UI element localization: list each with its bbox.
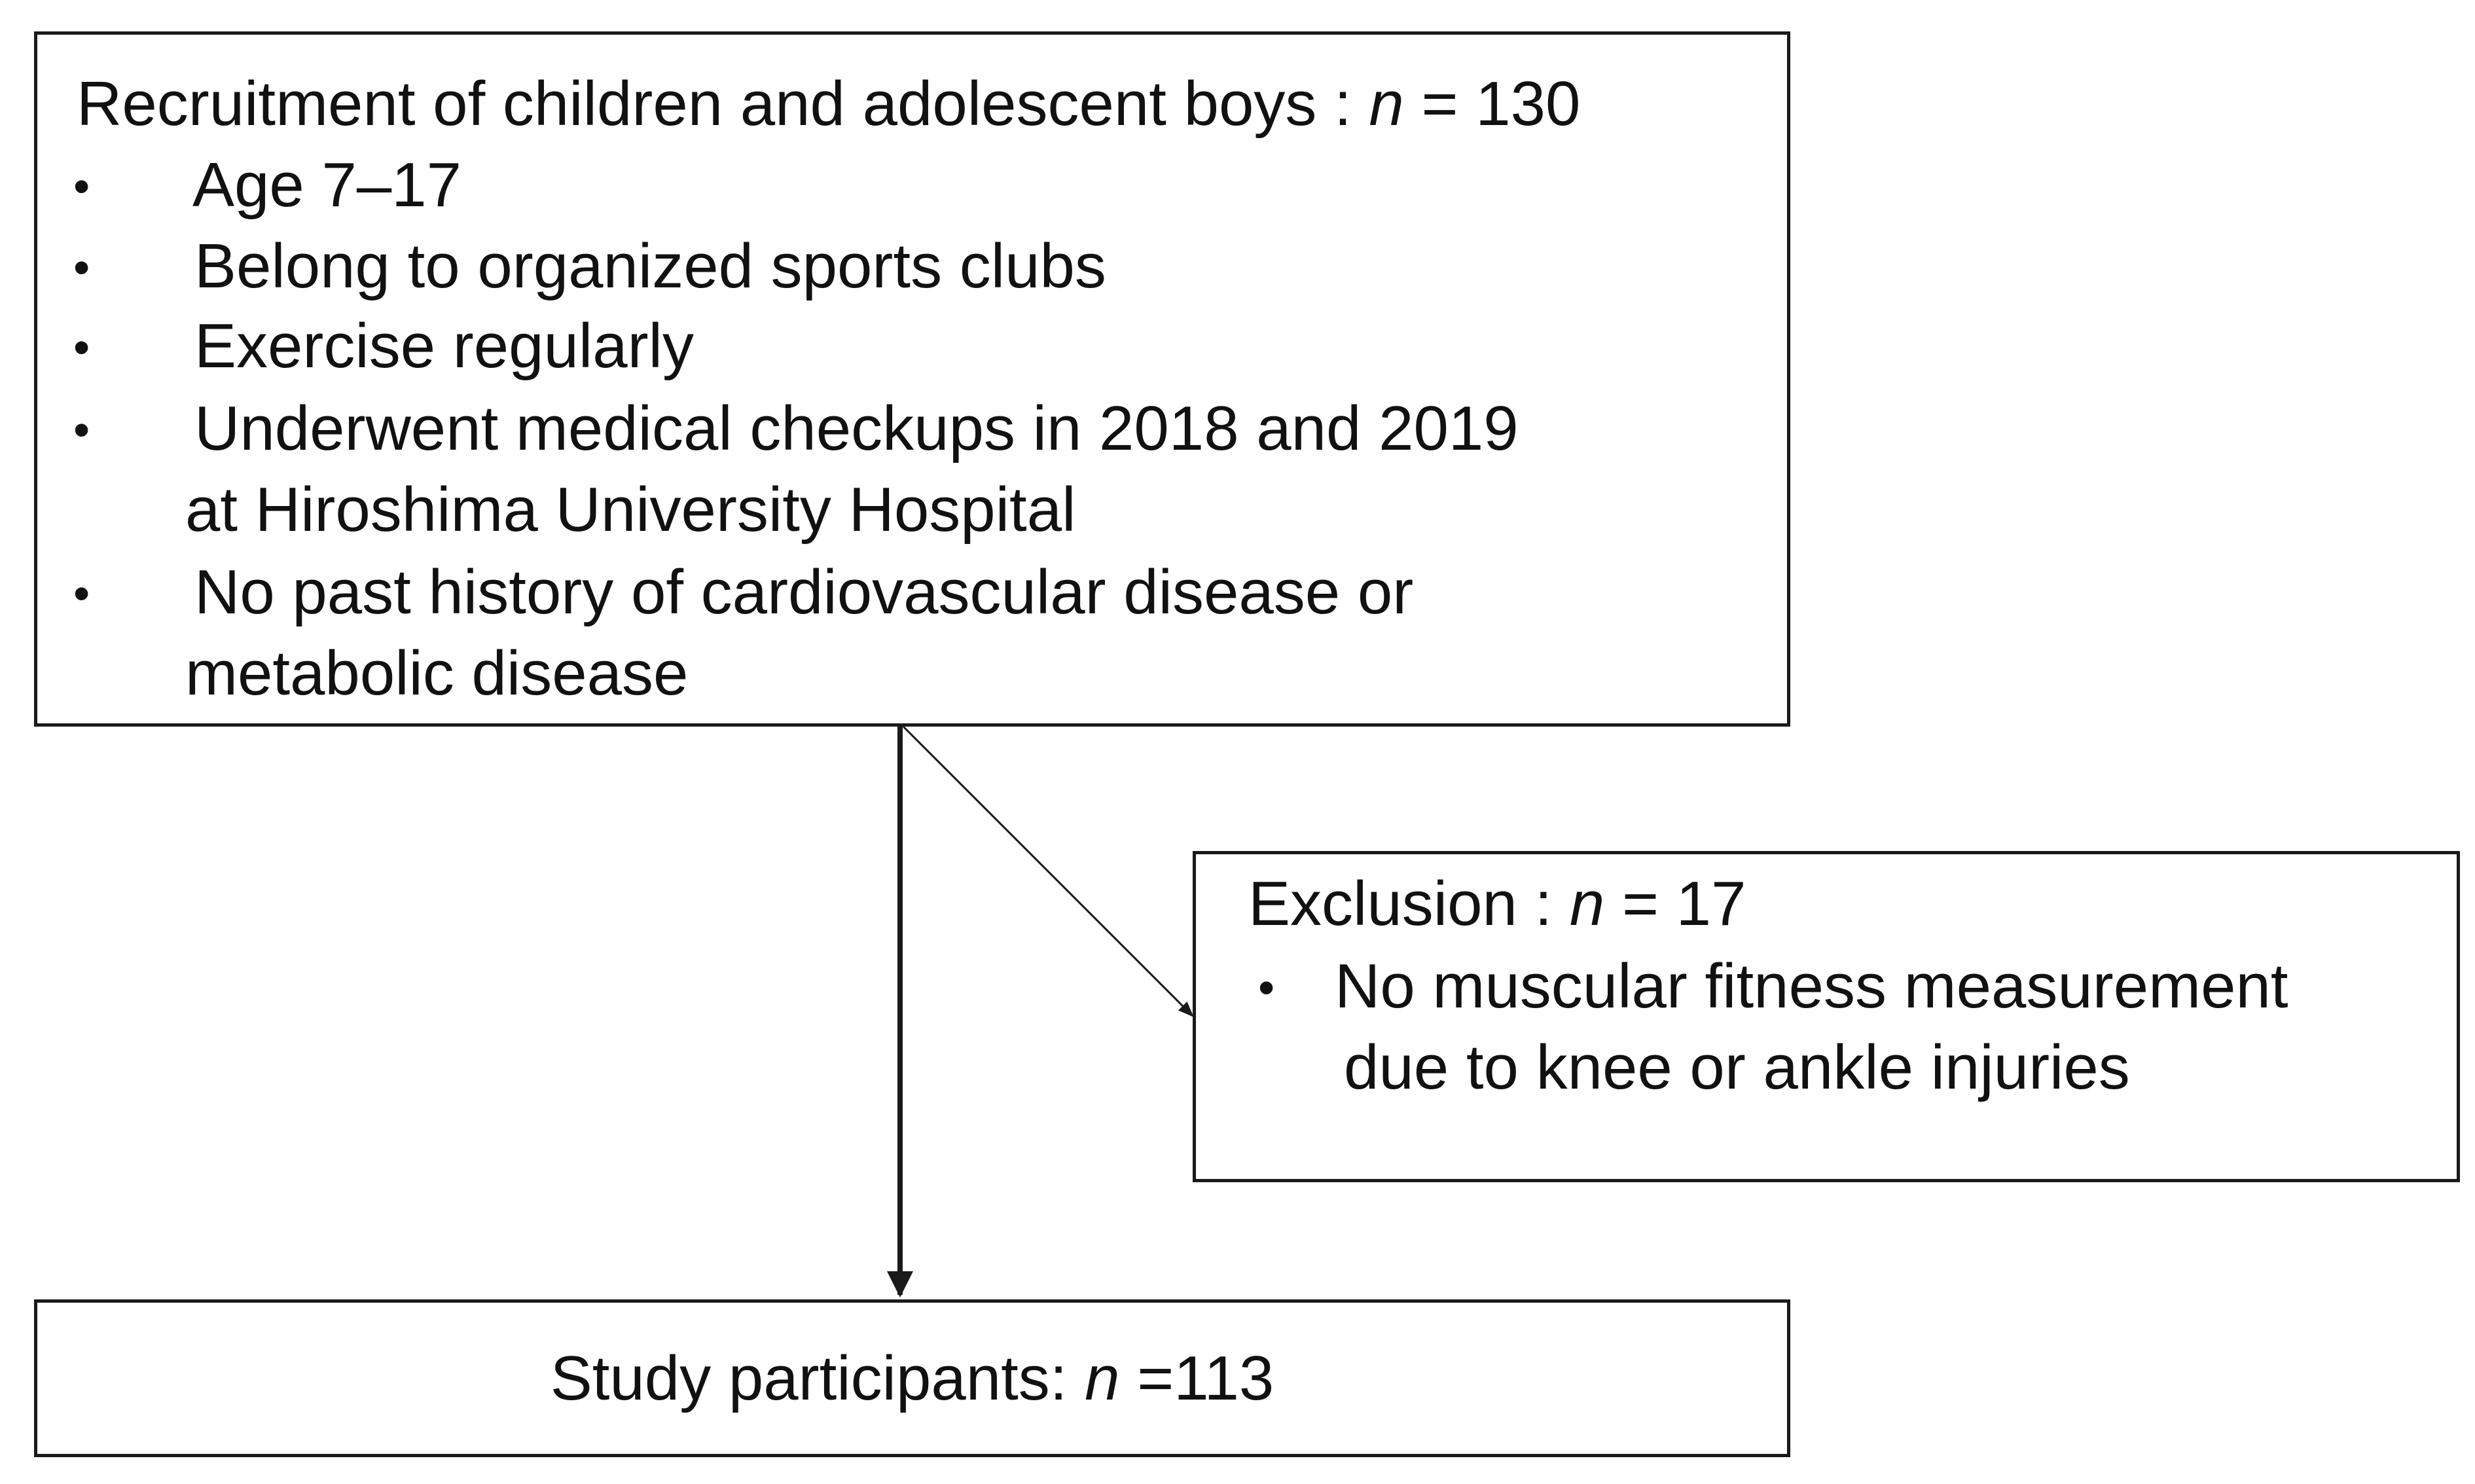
study-participants-label xyxy=(37,1343,1787,1413)
bullet-marker: • xyxy=(73,242,90,294)
recruitment-title-prefix: Recruitment of children and adolescent boys : xyxy=(77,69,1352,139)
bullet-marker: • xyxy=(73,321,90,374)
bullet-marker: • xyxy=(73,160,90,213)
recruitment-title xyxy=(77,69,1581,139)
recruitment-box xyxy=(34,31,1790,727)
exclusion-title-prefix: Exclusion : xyxy=(1248,869,1553,939)
recruitment-n-symbol: n xyxy=(1369,69,1404,139)
criterion-no-history: No past history of cardiovascular disease or xyxy=(194,557,1414,627)
criterion-age: Age 7–17 xyxy=(192,150,462,220)
exclusion-box xyxy=(1193,851,2460,1182)
study-n-symbol: n xyxy=(1085,1343,1120,1413)
study-participants-box xyxy=(34,1299,1790,1457)
exclusion-title xyxy=(1248,869,1746,939)
bullet-marker: • xyxy=(73,404,90,456)
criterion-sports-clubs: Belong to organized sports clubs xyxy=(194,231,1106,301)
exclusion-reason-cont: due to knee or ankle injuries xyxy=(1344,1032,2130,1102)
exclusion-n-symbol: n xyxy=(1569,869,1605,939)
study-n-value: =113 xyxy=(1137,1343,1274,1413)
recruitment-n-value: = 130 xyxy=(1421,69,1581,139)
exclusion-reason: No muscular fitness measurement xyxy=(1335,951,2288,1021)
bullet-marker: • xyxy=(1258,962,1275,1014)
criterion-medical-checkups: Underwent medical checkups in 2018 and 2019 xyxy=(194,393,1519,463)
criterion-medical-checkups-cont: at Hiroshima University Hospital xyxy=(185,475,1076,545)
study-label-prefix: Study participants: xyxy=(550,1343,1068,1413)
bullet-marker: • xyxy=(73,568,90,620)
arrow-recruitment-to-exclusion xyxy=(903,727,1193,1016)
criterion-no-history-cont: metabolic disease xyxy=(185,638,689,708)
criterion-exercise: Exercise regularly xyxy=(194,311,694,381)
exclusion-n-value: = 17 xyxy=(1621,869,1746,939)
